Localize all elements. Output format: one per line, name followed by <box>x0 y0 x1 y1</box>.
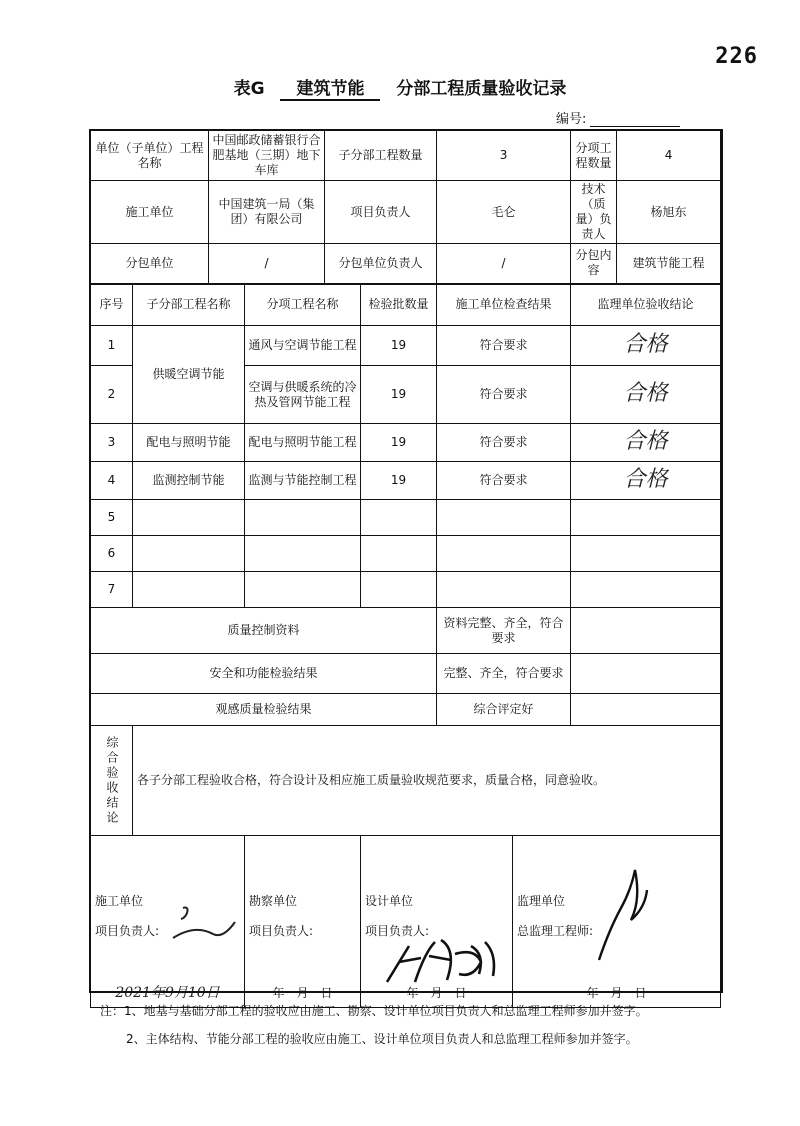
row-batch: 19 <box>361 424 437 462</box>
row-no: 5 <box>91 500 133 536</box>
construction-signature-mark <box>169 904 239 946</box>
safety-function-sign <box>571 654 721 694</box>
supervision-chief-label: 总监理工程师: <box>517 924 594 938</box>
supervision-sign-box <box>513 836 721 1008</box>
serial-label: 编号: <box>556 112 587 127</box>
row-sub <box>133 572 245 608</box>
header-no: 序号 <box>91 284 133 326</box>
contractor-label: 施工单位 <box>91 181 209 244</box>
quality-control-sign <box>571 608 721 654</box>
quality-control-label: 质量控制资料 <box>91 608 437 654</box>
row-batch <box>361 536 437 572</box>
row-no: 2 <box>91 366 133 424</box>
header-sub: 子分部工程名称 <box>133 284 245 326</box>
tech-value: 杨旭东 <box>617 181 721 244</box>
row-check: 符合要求 <box>437 462 571 500</box>
row-batch <box>361 500 437 536</box>
row-sub: 供暖空调节能 <box>133 326 245 424</box>
contractor-value: 中国建筑一局（集团）有限公司 <box>209 181 325 244</box>
construction-date: 2021年9月10日 <box>115 985 220 1001</box>
survey-sign-box <box>245 836 361 1008</box>
appearance-quality-label: 观感质量检验结果 <box>91 694 437 726</box>
supervision-unit-label: 监理单位 <box>517 894 566 908</box>
supervision-signature-mark <box>595 864 651 964</box>
row-sub <box>133 536 245 572</box>
design-date: 年 月 日 <box>406 986 467 1000</box>
header-item: 分项工程名称 <box>245 284 361 326</box>
conclusion-text: 各子分部工程验收合格，符合设计及相应施工质量验收规范要求，质量合格，同意验收。 <box>133 726 721 836</box>
safety-function-label: 安全和功能检验结果 <box>91 654 437 694</box>
construction-sign-box <box>91 836 245 1008</box>
row-no: 3 <box>91 424 133 462</box>
row-sign <box>571 572 721 608</box>
title-suffix: 分部工程质量验收记录 <box>396 79 567 99</box>
row-batch: 19 <box>361 462 437 500</box>
row-sub: 监测控制节能 <box>133 462 245 500</box>
row-check: 符合要求 <box>437 424 571 462</box>
quality-control-value: 资料完整、齐全，符合要求 <box>437 608 571 654</box>
row-sub: 配电与照明节能 <box>133 424 245 462</box>
subcontract-value: / <box>209 244 325 284</box>
title-prefix: 表G <box>233 79 265 99</box>
row-sign <box>571 424 721 462</box>
row-sign <box>571 536 721 572</box>
pm-label: 项目负责人 <box>325 181 437 244</box>
row-sign <box>571 366 721 424</box>
survey-unit-label: 勘察单位 <box>249 894 298 908</box>
handwritten-signature: 合格 <box>623 331 668 357</box>
header-supervise: 监理单位验收结论 <box>571 284 721 326</box>
construction-unit-label: 施工单位 <box>95 894 144 908</box>
conclusion-label: 综合验收结论 <box>105 735 119 826</box>
subcontract-head-label: 分包单位负责人 <box>325 244 437 284</box>
row-item: 监测与节能控制工程 <box>245 462 361 500</box>
page-number: 226 <box>715 44 758 69</box>
unit-name-value: 中国邮政储蓄银行合肥基地（三期）地下车库 <box>209 131 325 181</box>
row-item: 通风与空调节能工程 <box>245 326 361 366</box>
design-sign-box <box>361 836 513 1008</box>
appearance-quality-value: 综合评定好 <box>437 694 571 726</box>
note-2: 2、主体结构、节能分部工程的验收应由施工、设计单位项目负责人和总监理工程师参加并签字。 <box>126 1032 638 1046</box>
subcontract-head-value: / <box>437 244 571 284</box>
sub-count-label: 子分部工程数量 <box>325 131 437 181</box>
row-batch: 19 <box>361 326 437 366</box>
row-sub <box>133 500 245 536</box>
handwritten-signature: 合格 <box>623 466 668 492</box>
design-pm-label: 项目负责人: <box>365 924 430 938</box>
survey-pm-label: 项目负责人: <box>249 924 314 938</box>
item-count-label: 分项工程数量 <box>571 131 617 181</box>
unit-name-label: 单位（子单位）工程名称 <box>91 131 209 181</box>
serial-blank <box>590 126 680 127</box>
safety-function-value: 完整、齐全，符合要求 <box>437 654 571 694</box>
row-no: 1 <box>91 326 133 366</box>
row-check <box>437 500 571 536</box>
row-item <box>245 572 361 608</box>
title-subdivision: 建筑节能 <box>280 74 380 101</box>
header-batch: 检验批数量 <box>361 284 437 326</box>
row-batch: 19 <box>361 366 437 424</box>
row-no: 7 <box>91 572 133 608</box>
header-check: 施工单位检查结果 <box>437 284 571 326</box>
row-batch <box>361 572 437 608</box>
row-sign <box>571 326 721 366</box>
conclusion-label-cell <box>91 726 133 836</box>
survey-date: 年 月 日 <box>272 986 333 1000</box>
sub-count-value: 3 <box>437 131 571 181</box>
acceptance-table <box>90 130 721 1008</box>
row-no: 6 <box>91 536 133 572</box>
row-check: 符合要求 <box>437 326 571 366</box>
pm-value: 毛仑 <box>437 181 571 244</box>
row-item: 空调与供暖系统的冷热及管网节能工程 <box>245 366 361 424</box>
note-1: 注：1、地基与基础分部工程的验收应由施工、勘察、设计单位项目负责人和总监理工程师参加并签字。 <box>100 1004 648 1018</box>
subcontract-content-label: 分包内容 <box>571 244 617 284</box>
row-sign <box>571 500 721 536</box>
supervision-date: 年 月 日 <box>586 986 647 1000</box>
row-check <box>437 536 571 572</box>
row-check: 符合要求 <box>437 366 571 424</box>
row-item <box>245 536 361 572</box>
form-title <box>0 74 800 101</box>
serial-number-field <box>556 108 680 127</box>
row-item: 配电与照明节能工程 <box>245 424 361 462</box>
construction-pm-label: 项目负责人: <box>95 924 160 938</box>
tech-label: 技术（质量）负责人 <box>571 181 617 244</box>
row-sign <box>571 462 721 500</box>
design-signature-mark <box>381 932 511 992</box>
handwritten-signature: 合格 <box>623 428 668 454</box>
appearance-quality-sign <box>571 694 721 726</box>
subcontract-content-value: 建筑节能工程 <box>617 244 721 284</box>
handwritten-signature: 合格 <box>623 380 668 406</box>
design-unit-label: 设计单位 <box>365 894 414 908</box>
item-count-value: 4 <box>617 131 721 181</box>
subcontract-label: 分包单位 <box>91 244 209 284</box>
row-check <box>437 572 571 608</box>
row-item <box>245 500 361 536</box>
row-no: 4 <box>91 462 133 500</box>
